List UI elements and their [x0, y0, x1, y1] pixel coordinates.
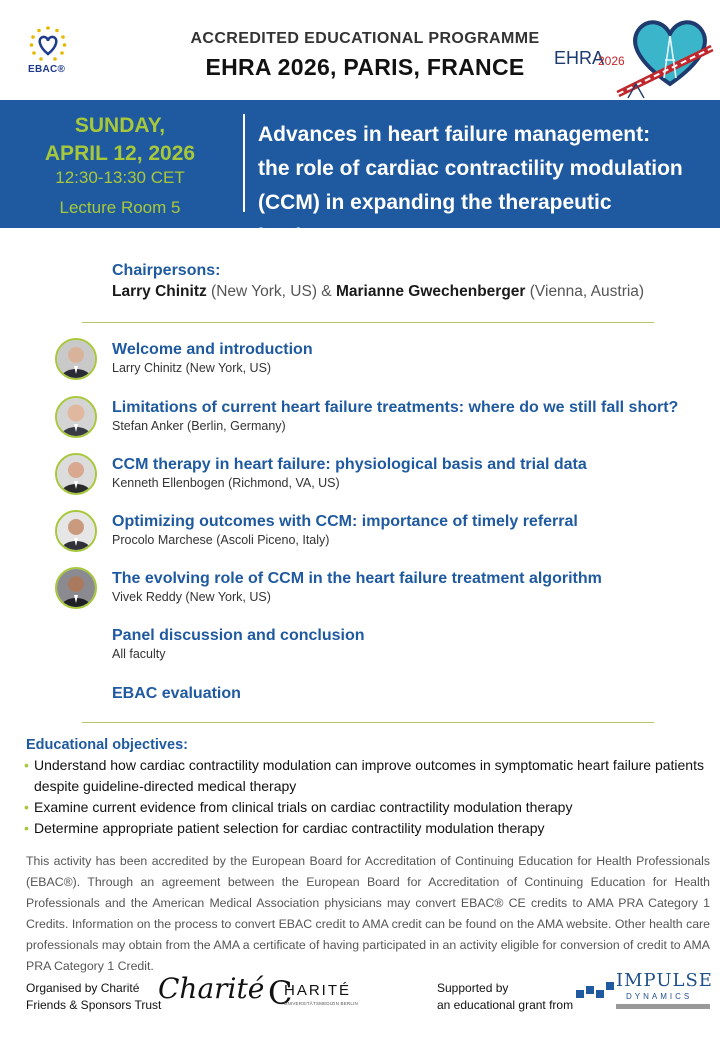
person-icon: [57, 455, 95, 493]
program-item-title: Welcome and introduction: [112, 341, 313, 358]
session-date: APRIL 12, 2026: [44, 142, 196, 165]
speaker-photo: [55, 567, 97, 609]
logo-bar: [616, 1004, 710, 1009]
program-item-speaker: Stefan Anker (Berlin, Germany): [112, 419, 286, 433]
session-title: [258, 118, 718, 254]
program-item-speaker: Vivek Reddy (New York, US): [112, 590, 271, 604]
objective-item: [26, 818, 706, 839]
program-item-title: The evolving role of CCM in the heart failure treatment algorithm: [112, 570, 602, 587]
program-item-title: EBAC evaluation: [112, 685, 241, 702]
header: [0, 0, 720, 100]
session-room: Lecture Room 5: [59, 198, 181, 217]
speaker-photo: [55, 396, 97, 438]
speaker-photo: [55, 510, 97, 552]
objective-text: Understand how cardiac contractility modulation can improve outcomes in symptomatic heart failure patients: [34, 757, 704, 773]
chair-name: Marianne Gwechenberger: [335, 283, 526, 300]
person-icon: [57, 569, 95, 607]
program-item-speaker: Procolo Marchese (Ascoli Piceno, Italy): [112, 533, 330, 547]
program-item-speaker: All faculty: [112, 647, 166, 661]
objective-text: Examine current evidence from clinical trials on cardiac contractility modulation therapy: [34, 799, 573, 815]
event-title: EHRA 2026, PARIS, FRANCE: [205, 54, 525, 80]
charite-signature-logo: Charité: [158, 972, 265, 1005]
session-title-line: the role of cardiac contractility modulation: [258, 157, 683, 180]
ebac-logo: [24, 24, 72, 80]
session-time: 12:30-13:30 CET: [55, 168, 185, 187]
organiser-line: Organised by Charité: [26, 981, 140, 995]
session-banner: [0, 100, 720, 248]
ebac-logo-text: EBAC®: [28, 64, 66, 75]
charite-logo-sub: UNIVERSITÄTSMEDIZIN BERLIN: [284, 1001, 358, 1006]
program-item-title: CCM therapy in heart failure: physiological basis and trial data: [112, 456, 587, 473]
objective-text: Determine appropriate patient selection for cardiac contractility modulation therapy: [34, 820, 545, 836]
ebac-stars-icon: [24, 24, 72, 64]
speaker-photo: [55, 453, 97, 495]
educational-objectives: [26, 737, 706, 839]
objective-item: [26, 797, 706, 818]
objectives-list: [26, 755, 706, 839]
chairpersons-names: [112, 283, 712, 301]
program-item-title: Limitations of current heart failure treatments: where do we still fall short?: [112, 399, 679, 416]
organiser-text: [26, 980, 161, 1014]
charite-logo: [268, 974, 358, 1014]
logo-square-icon: [606, 982, 614, 990]
impulse-dynamics-logo: [576, 970, 713, 1020]
person-icon: [57, 512, 95, 550]
program-item-title: Panel discussion and conclusion: [112, 627, 365, 644]
speaker-photo: [55, 338, 97, 380]
session-day: SUNDAY,: [74, 114, 166, 137]
divider-rule: [82, 322, 654, 323]
program-item-speaker: Kenneth Ellenbogen (Richmond, VA, US): [112, 476, 340, 490]
support-line: an educational grant from: [437, 998, 574, 1012]
person-icon: [57, 398, 95, 436]
impulse-logo-name: IMPULSE: [616, 970, 713, 991]
impulse-logo-sub: DYNAMICS: [626, 992, 693, 1001]
program-item-speaker: Larry Chinitz (New York, US): [112, 361, 272, 375]
objective-item: [26, 755, 706, 797]
chairpersons: [112, 262, 712, 301]
logo-square-icon: [586, 986, 594, 994]
organiser-line: Friends & Sponsors Trust: [26, 998, 162, 1012]
ehra-logo: [552, 14, 720, 100]
charite-c-icon: C: [268, 974, 293, 1012]
objectives-heading: Educational objectives:: [26, 737, 188, 753]
person-icon: [57, 340, 95, 378]
support-line: Supported by: [437, 981, 509, 995]
chairpersons-label: Chairpersons:: [112, 262, 221, 279]
session-title-line: (CCM) in expanding the therapeutic landscape: [258, 191, 612, 248]
chair-location: (New York, US) &: [206, 283, 336, 300]
charite-logo-word: HARITÉ: [284, 982, 352, 999]
accreditation-statement: This activity has been accredited by the European Board for Accreditation of Continuing Education for Health Professionals (EBAC®). Through an agreement between the European Board for Accreditation of Continuing Education for Health Professionals and the American Medical Association physicians may convert EBAC® CE credits to AMA PRA Category 1 Credits. Information on the process to convert EBAC credit to AMA credit can be found on the AMA website. Other health care professionals may obtain from the AMA a certificate of having participated in an activity eligible for conversion of credit to AMA PRA Category 1 Credit.: [26, 854, 710, 973]
ehra-logo-text: EHRA: [554, 48, 605, 68]
program-item-title: Optimizing outcomes with CCM: importance of timely referral: [112, 513, 578, 530]
logo-square-icon: [576, 990, 584, 998]
banner-divider: [243, 114, 245, 212]
support-text: [437, 980, 573, 1014]
divider-rule: [82, 722, 654, 723]
objective-text: despite guideline-directed medical therapy: [34, 778, 297, 794]
ehra-logo-year: 2026: [598, 54, 625, 68]
session-title-line: Advances in heart failure management:: [258, 123, 651, 146]
chair-location: (Vienna, Austria): [525, 283, 645, 300]
chair-name: Larry Chinitz: [112, 283, 207, 300]
session-date-block: [0, 112, 240, 168]
programme-subtitle: ACCREDITED EDUCATIONAL PROGRAMME: [190, 30, 540, 47]
logo-square-icon: [596, 990, 604, 998]
footer: [0, 960, 720, 1056]
